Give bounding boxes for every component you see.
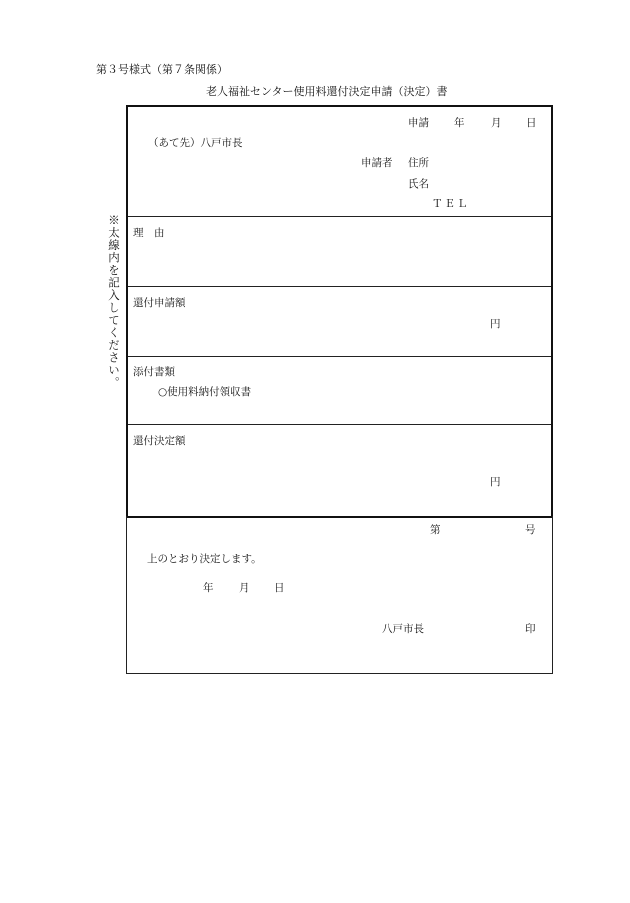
divider <box>128 424 551 425</box>
refund-decision-label: 還付決定額 <box>133 435 186 447</box>
divider <box>128 216 551 217</box>
decision-day-label: 日 <box>274 582 285 594</box>
year-label: 年 <box>454 117 465 129</box>
applicant-section <box>126 105 553 518</box>
decision-year-label: 年 <box>203 582 214 594</box>
attachments-label: 添付書類 <box>133 366 175 378</box>
refund-request-label: 還付申請額 <box>133 297 186 309</box>
attachment-item: ○使用料納付領収書 <box>158 386 252 398</box>
divider <box>128 286 551 287</box>
day-label: 日 <box>526 117 537 129</box>
side-note: ※太線内を記入してください。 <box>107 214 121 389</box>
reason-label: 理 由 <box>133 227 165 239</box>
decision-month-label: 月 <box>239 582 250 594</box>
applicant-label: 申請者 <box>361 157 393 169</box>
tel-label: ＴＥＬ <box>432 198 470 210</box>
address-label: 住所 <box>408 157 429 169</box>
divider <box>128 356 551 357</box>
decision-number-suffix: 号 <box>525 524 536 536</box>
month-label: 月 <box>491 117 502 129</box>
seal-mark: 印 <box>525 623 536 635</box>
name-label: 氏名 <box>408 178 429 190</box>
decision-section <box>126 516 553 674</box>
decision-number-prefix: 第 <box>430 524 441 536</box>
application-date-label: 申請 <box>408 117 429 129</box>
refund-decision-unit: 円 <box>490 476 501 488</box>
refund-request-unit: 円 <box>490 318 501 330</box>
addressee: （あて先）八戸市長 <box>148 137 243 149</box>
page-title: 老人福祉センター使用料還付決定申請（決定）書 <box>206 85 448 98</box>
form-number: 第３号様式（第７条関係） <box>96 63 228 76</box>
mayor-label: 八戸市長 <box>382 623 424 635</box>
decision-statement: 上のとおり決定します。 <box>147 553 262 565</box>
